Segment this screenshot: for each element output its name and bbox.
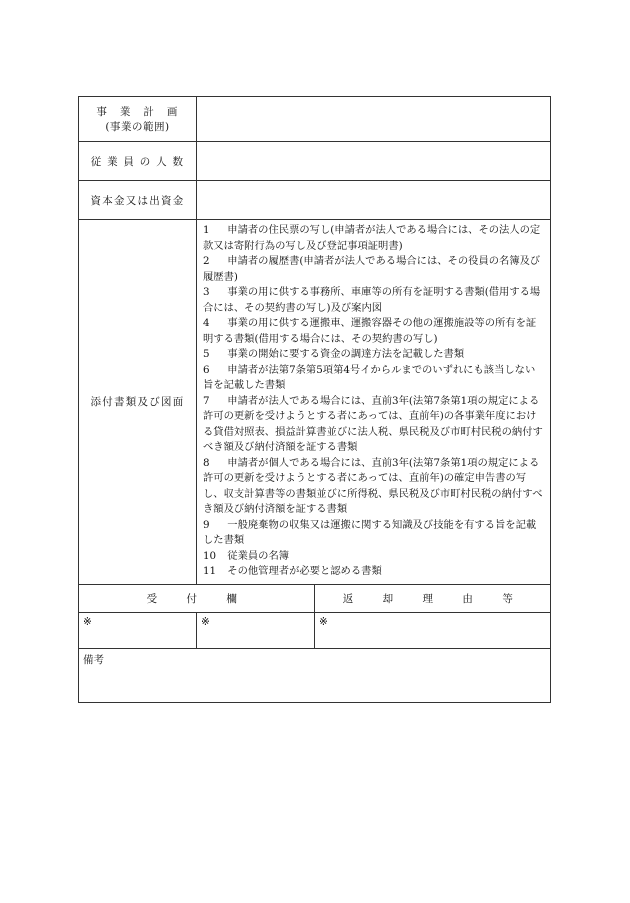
employees-value[interactable] [197,142,551,181]
attachments-row [79,220,551,585]
business-scope-sublabel: (事業の範囲) [105,121,170,133]
attachment-item: 6 申請者が法第7条第5項第4号イからルまでのいずれにも該当しない旨を記載した書類 [203,363,536,391]
attachments-label: 添付書類及び図面 [79,220,197,585]
attachment-item: 5 事業の開始に要する資金の調達方法を記載した書類 [203,348,465,360]
office-use-header-row [79,584,551,612]
remarks-cell[interactable] [79,648,551,702]
return-reason-header: 返 却 理 由 等 [315,584,551,612]
business-plan-title: 事 業 計 画 [96,106,179,118]
remarks-row [79,648,551,702]
business-plan-row [79,97,551,142]
attachment-item: 9 一般廃棄物の収集又は運搬に関する知識及び技能を有する旨を記載した書類 [203,518,537,546]
attachment-item: 8 申請者が個人である場合には、直前3年(法第7条第1項の規定による許可の更新を受けようとする者にあっては、直前年)の確定申告書の写し、収支計算書等の書類並びに所得税、県民税及び市町村民税の納付すべき額及び納付済額を証する書類 [203,456,543,515]
reception-header: 受 付 欄 [79,584,315,612]
application-form-table [78,96,551,703]
attachment-item: 2 申請者の履歴書(申請者が法人である場合には、その役員の名簿及び履歴書) [203,255,541,283]
employees-row [79,142,551,181]
attachments-list [197,220,551,585]
return-reason-mark-cell: ※ [315,612,551,648]
attachment-item: 1 申請者の住民票の写し(申請者が法人である場合には、その法人の定款又は寄附行為の写し及び登記事項証明書) [203,224,541,252]
remarks-label: 備考 [83,653,104,666]
business-plan-value[interactable] [197,97,551,142]
capital-row [79,181,551,220]
attachment-item: 7 申請者が法人である場合には、直前3年(法第7条第1項の規定による許可の更新を受けようとする者にあっては、直前年)の各事業年度における貸借対照表、損益計算書並びに法人税、県民税及び市町村民税の納付すべき額及び納付済額を証する書類 [203,394,543,453]
reception-mark-cell-2: ※ [197,612,315,648]
attachment-item: 3 事業の用に供する事務所、車庫等の所有を証明する書類(借用する場合には、その契約書の写し)及び案内図 [203,286,541,314]
employees-label: 従 業 員 の 人 数 [79,142,197,181]
office-use-mark-row [79,612,551,648]
business-plan-label [79,97,197,142]
attachment-item: 10 従業員の名簿 [203,549,290,562]
capital-value[interactable] [197,181,551,220]
attachment-item: 11 その他管理者が必要と認める書類 [203,565,382,577]
capital-label: 資本金又は出資金 [79,181,197,220]
reception-mark-cell-1: ※ [79,612,197,648]
attachment-item: 4 事業の用に供する運搬車、運搬容器その他の運搬施設等の所有を証明する書類(借用する場合には、その契約書の写し) [203,317,537,345]
